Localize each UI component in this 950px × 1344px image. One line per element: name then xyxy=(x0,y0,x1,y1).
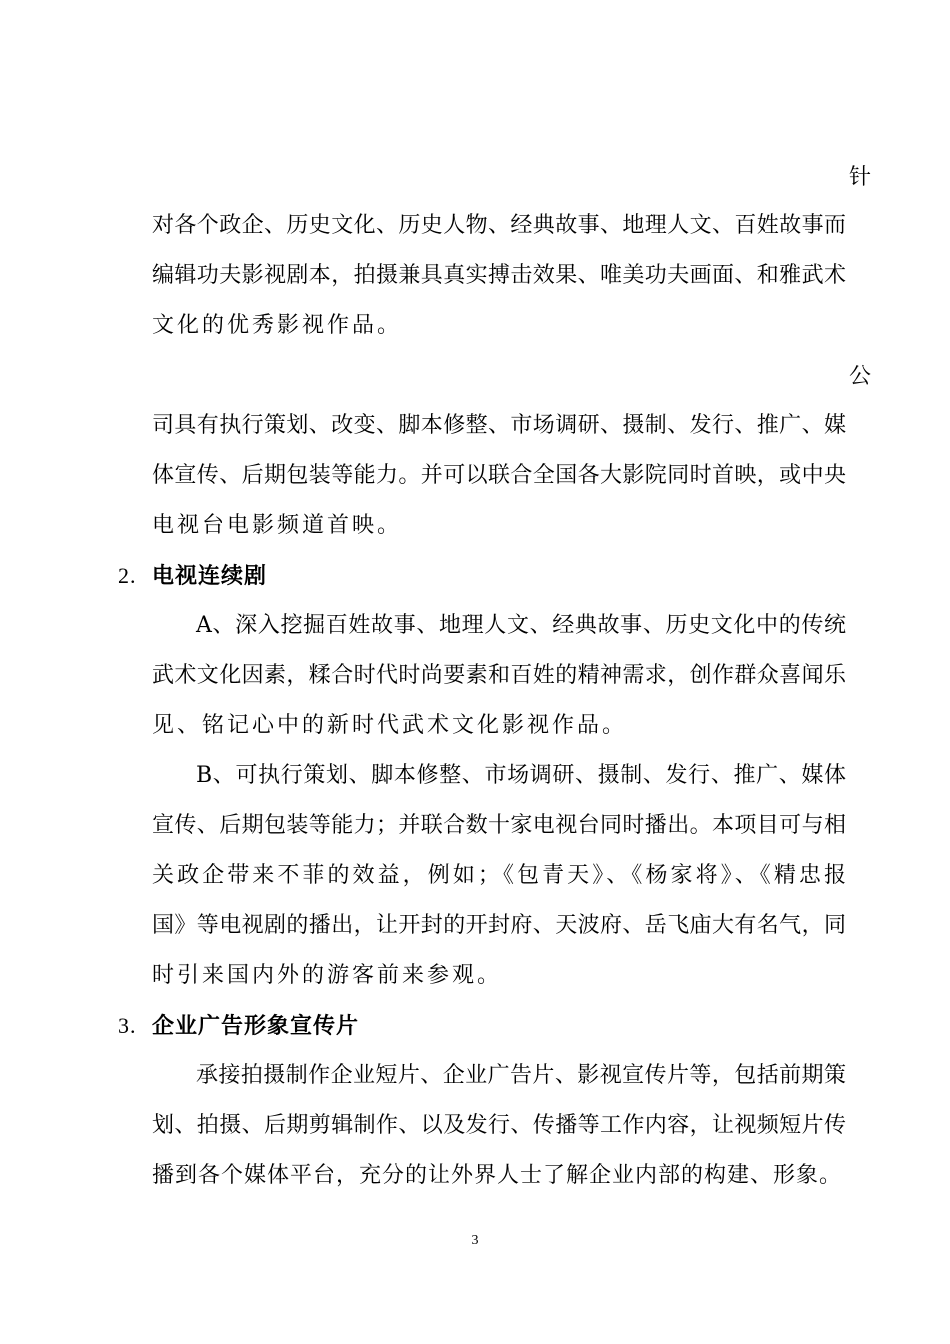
paragraph-b-line-5: 时引来国内外的游客前来参观。 xyxy=(152,963,503,988)
paragraph-a-line-1: A、深入挖掘百姓故事、地理人文、经典故事、历史文化中的传统 xyxy=(196,613,846,638)
paragraph-b-line-4: 国》等电视剧的播出，让开封的开封府、天波府、岳飞庙大有名气，同 xyxy=(152,913,846,938)
paragraph-2-line-2: 体宣传、后期包装等能力。并可以联合全国各大影院同时首映，或中央 xyxy=(152,463,846,488)
paragraph-a-line-3: 见、铭记心中的新时代武术文化影视作品。 xyxy=(152,713,628,738)
paragraph-b-line-2: 宣传、后期包装等能力；并联合数十家电视台同时播出。本项目可与相 xyxy=(152,813,846,838)
section-3-heading xyxy=(118,1013,359,1039)
paragraph-a-line-2: 武术文化因素，糅合时代时尚要素和百姓的精神需求，创作群众喜闻乐 xyxy=(152,663,846,688)
section-3-number: 3. xyxy=(118,1013,137,1038)
paragraph-b-line-3: 关政企带来不菲的效益，例如；《包青天》、《杨家将》、《精忠报 xyxy=(152,863,846,888)
section-2-heading xyxy=(118,563,267,589)
paragraph-1-lead: 针 xyxy=(849,165,875,190)
paragraph-1-line-2: 编辑功夫影视剧本，拍摄兼具真实搏击效果、唯美功夫画面、和雅武术 xyxy=(152,263,846,288)
section-3-title: 企业广告形象宣传片 xyxy=(152,1013,360,1039)
paragraph-2-line-3: 电视台电影频道首映。 xyxy=(152,513,403,538)
paragraph-b-line-1: B、可执行策划、脚本修整、市场调研、摄制、发行、推广、媒体 xyxy=(196,763,846,788)
section-2-number: 2. xyxy=(118,563,137,588)
paragraph-1-line-3: 文化的优秀影视作品。 xyxy=(152,313,403,338)
page-number: 3 xyxy=(471,1233,479,1248)
paragraph-2-lead: 公 xyxy=(849,364,875,389)
paragraph-5-line-3: 播到各个媒体平台，充分的让外界人士了解企业内部的构建、形象。 xyxy=(152,1163,843,1188)
paragraph-5-line-2: 划、拍摄、后期剪辑制作、以及发行、传播等工作内容，让视频短片传 xyxy=(152,1113,846,1138)
section-2-title: 电视连续剧 xyxy=(152,563,268,589)
paragraph-5-line-1: 承接拍摄制作企业短片、企业广告片、影视宣传片等，包括前期策 xyxy=(196,1063,846,1088)
paragraph-2-line-1: 司具有执行策划、改变、脚本修整、市场调研、摄制、发行、推广、媒 xyxy=(152,413,846,438)
paragraph-1-line-1: 对各个政企、历史文化、历史人物、经典故事、地理人文、百姓故事而 xyxy=(152,213,846,238)
